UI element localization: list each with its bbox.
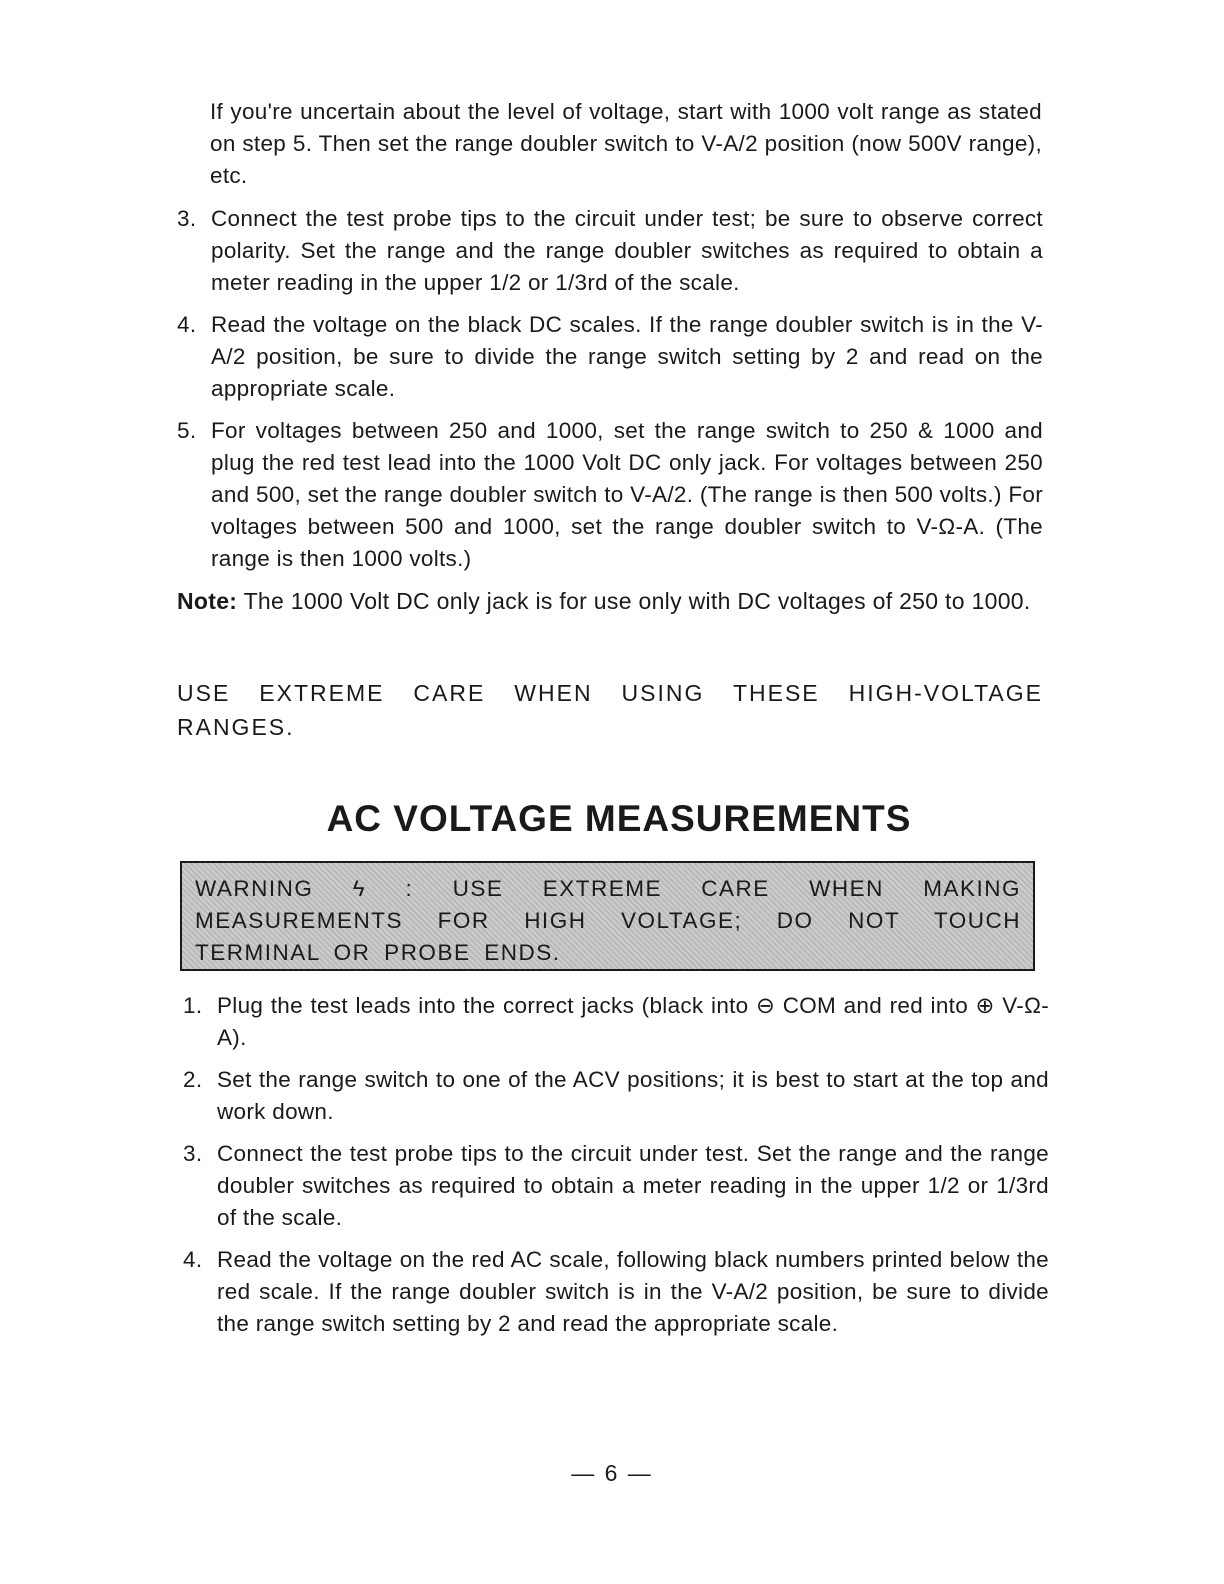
list-number: 4.	[177, 312, 197, 337]
warning-box: WARNING ϟ : USE EXTREME CARE WHEN MAKING MEASUREMENTS FOR HIGH VOLTAGE; DO NOT TOUCH TERMINAL OR PROBE ENDS.	[180, 861, 1035, 971]
list-text: For voltages between 250 and 1000, set the range switch to 250 & 1000 and plug the red test lead into the 1000 Volt DC only jack. For voltages between 250 and 500, set the range doubler switch to V-A/2. (The range is then 500 volts.) For voltages between 500 and 1000, set the range doubler switch to V-Ω-A. (The range is then 1000 volts.)	[211, 418, 1043, 571]
list-item	[183, 1244, 1049, 1340]
list-item	[177, 415, 1043, 575]
list-text: Plug the test leads into the correct jacks (black into ⊖ COM and red into ⊕ V-Ω-A).	[217, 993, 1049, 1050]
intro-paragraph: If you're uncertain about the level of voltage, start with 1000 volt range as stated on step 5. Then set the range doubler switch to V-A/2 position (now 500V range), etc.	[210, 99, 1042, 188]
list-item	[183, 1064, 1049, 1128]
list-item	[183, 1138, 1049, 1234]
list-text: Set the range switch to one of the ACV positions; it is best to start at the top and work down.	[217, 1067, 1049, 1124]
note-paragraph	[177, 584, 1043, 618]
list-item	[183, 990, 1049, 1054]
list-number: 3.	[177, 206, 197, 231]
note-text: The 1000 Volt DC only jack is for use only with DC voltages of 250 to 1000.	[243, 588, 1031, 614]
ac-steps-list	[183, 990, 1049, 1340]
list-item	[177, 309, 1043, 405]
list-number: 3.	[183, 1141, 203, 1166]
list-number: 2.	[183, 1067, 203, 1092]
list-number: 4.	[183, 1247, 203, 1272]
list-text: Connect the test probe tips to the circuit under test. Set the range and the range doubler switches as required to obtain a meter reading in the upper 1/2 or 1/3rd of the scale.	[217, 1141, 1049, 1230]
list-text: Read the voltage on the black DC scales. If the range doubler switch is in the V-A/2 position, be sure to divide the range switch setting by 2 and read on the appropriate scale.	[211, 312, 1043, 401]
list-number: 5.	[177, 418, 197, 443]
page-number: — 6 —	[571, 1460, 653, 1486]
note-label: Note:	[177, 588, 238, 614]
list-item	[177, 203, 1043, 299]
section-title: AC VOLTAGE MEASUREMENTS	[326, 798, 912, 839]
caution-text: USE EXTREME CARE WHEN USING THESE HIGH-VOLTAGE RANGES.	[177, 680, 1043, 740]
list-text: Connect the test probe tips to the circuit under test; be sure to observe correct polarity. Set the range and the range doubler switches as required to obtain a meter reading in the upper 1/2 or 1/3rd of the scale.	[211, 206, 1043, 295]
dc-steps-list	[177, 203, 1043, 575]
list-number: 1.	[183, 993, 203, 1018]
list-text: Read the voltage on the red AC scale, following black numbers printed below the red scale. If the range doubler switch is in the V-A/2 position, be sure to divide the range switch setting by 2 and read the appropriate scale.	[217, 1247, 1049, 1336]
